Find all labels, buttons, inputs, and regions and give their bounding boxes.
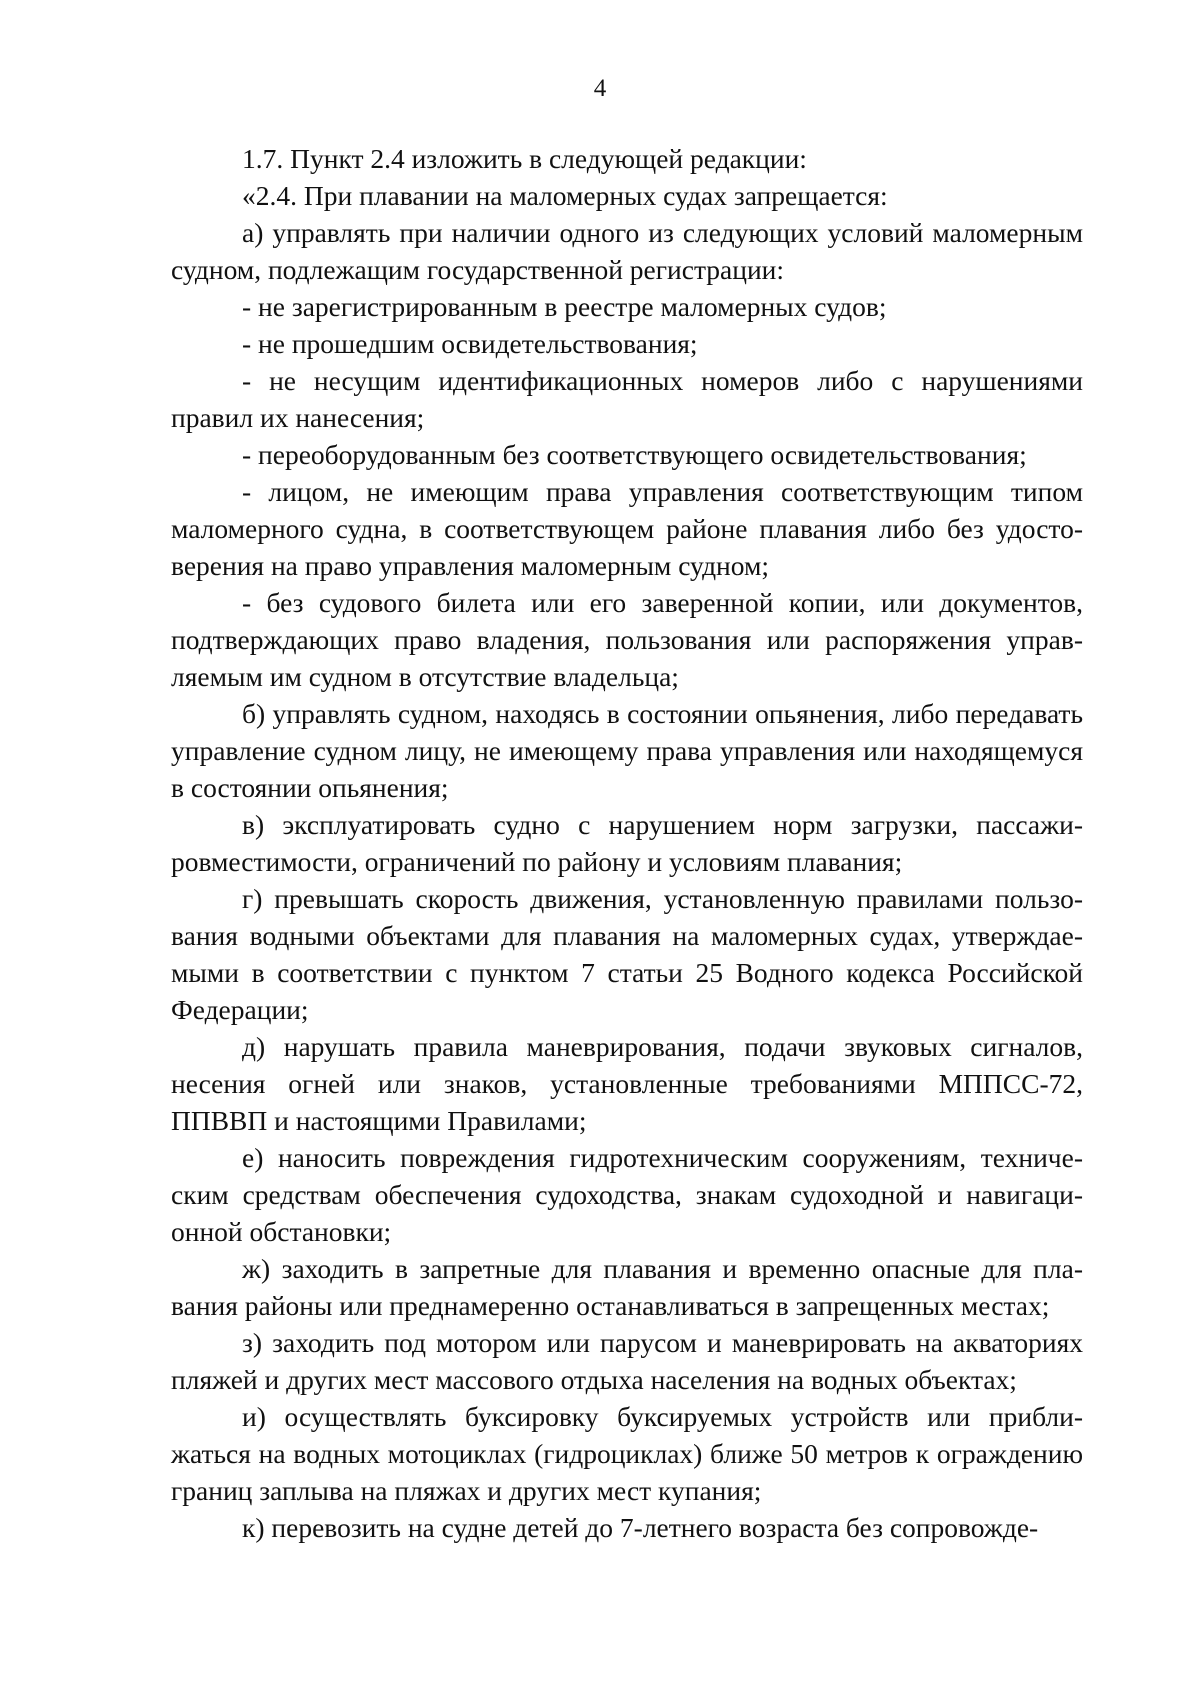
paragraph-2-4-heading: «2.4. При плавании на маломерных судах запрещается: bbox=[242, 180, 888, 211]
paragraph-dash-not-registered: - не зарегистрированным в реестре маломерных судов; bbox=[242, 291, 887, 322]
page-number: 4 bbox=[593, 75, 607, 102]
paragraph-item-i: и) осуществлять буксировку буксируемых устройств или приближаться на водных мотоциклах (гидроциклах) ближе 50 метров к ограждению границ заплыва на пляжах и других мест купания; bbox=[171, 1401, 1083, 1506]
paragraph-item-b: б) управлять судном, находясь в состоянии опьянения, либо передавать управление судном лицу, не имеющему права управления или находящемуся в состоянии опьянения; bbox=[171, 698, 1083, 803]
paragraph-item-d: д) нарушать правила маневрирования, подачи звуковых сигналов, несения огней или знаков, установленные требованиями МППСС-72, ППВВП и настоящими Правилами; bbox=[171, 1031, 1083, 1136]
paragraph-dash-no-license: - лицом, не имеющим права управления соответствующим типом маломерного судна, в соответствующем районе плавания либо без удостоверения на право управления маломерным судном; bbox=[171, 476, 1083, 581]
paragraph-item-g: г) превышать скорость движения, установленную правилами пользования водными объектами для плавания на маломерных судах, утверждаемыми в соответствии с пунктом 7 статьи 25 Водного кодекса Российской Федерации; bbox=[171, 883, 1083, 1025]
document-body bbox=[171, 140, 1083, 1546]
paragraph-1-7: 1.7. Пункт 2.4 изложить в следующей редакции: bbox=[242, 143, 807, 174]
paragraph-dash-no-ship-ticket: - без судового билета или его заверенной копии, или документов, подтверждающих право владения, пользования или распоряжения управляемым им судном в отсутствие владельца; bbox=[171, 587, 1083, 692]
paragraph-dash-not-inspected: - не прошедшим освидетельствования; bbox=[242, 328, 698, 359]
paragraph-item-e: е) наносить повреждения гидротехническим сооружениям, техническим средствам обеспечения судоходства, знакам судоходной и навигационной обстановки; bbox=[171, 1142, 1083, 1247]
paragraph-dash-re-equipped: - переоборудованным без соответствующего освидетельствования; bbox=[242, 439, 1027, 470]
paragraph-item-z: з) заходить под мотором или парусом и маневрировать на акваториях пляжей и других мест массового отдыха населения на водных объектах; bbox=[171, 1327, 1083, 1395]
paragraph-item-k: к) перевозить на судне детей до 7-летнего возраста без сопровожде- bbox=[242, 1512, 1039, 1543]
paragraph-item-a: а) управлять при наличии одного из следующих условий маломерным судном, подлежащим государственной регистрации: bbox=[171, 217, 1083, 285]
paragraph-dash-no-id-numbers: - не несущим идентификационных номеров либо с нарушениями правил их нанесения; bbox=[171, 365, 1083, 433]
paragraph-item-zh: ж) заходить в запретные для плавания и временно опасные для плавания районы или преднамеренно останавливаться в запрещенных местах; bbox=[171, 1253, 1083, 1321]
paragraph-item-v: в) эксплуатировать судно с нарушением норм загрузки, пассажировместимости, ограничений по району и условиям плавания; bbox=[171, 809, 1083, 877]
